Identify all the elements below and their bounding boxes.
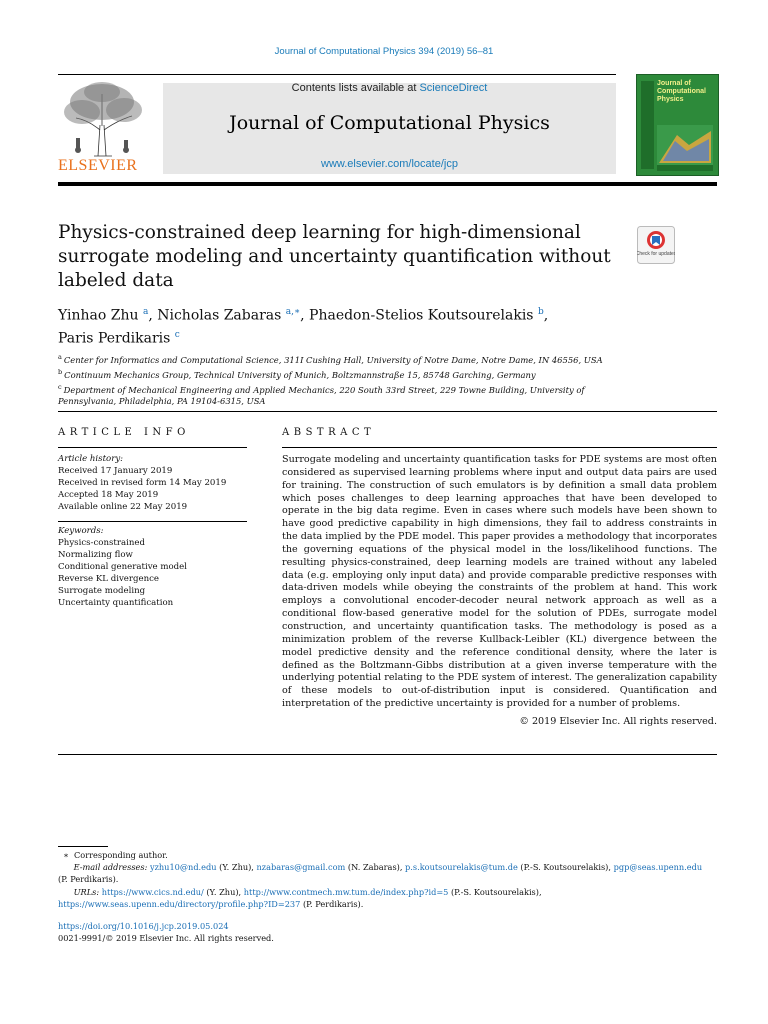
sciencedirect-link[interactable]: ScienceDirect — [419, 82, 488, 94]
author-name: Phaedon-Stelios Koutsourelakis — [309, 307, 534, 324]
history-label: Article history: — [58, 454, 124, 464]
history-item: Accepted 18 May 2019 — [58, 490, 159, 500]
history-item: Available online 22 May 2019 — [58, 502, 188, 512]
email-link[interactable]: p.s.koutsourelakis@tum.de — [405, 862, 518, 873]
header-rule-thick — [58, 182, 717, 186]
header-rule-top — [58, 74, 616, 75]
url-link[interactable]: https://www.seas.upenn.edu/directory/profile.php?ID=237 — [58, 898, 301, 909]
url-link[interactable]: https://www.cics.nd.edu/ — [101, 886, 204, 897]
journal-url-link[interactable]: www.elsevier.com/locate/jcp — [321, 158, 458, 170]
email-note: E-mail addresses: yzhu10@nd.edu (Y. Zhu), nzabaras@gmail.com (N. Zabaras), p.s.koutsourelakis@tum.de (P.-S. Koutsourelakis), pgp@seas.upenn.edu (P. Perdikaris). — [58, 862, 703, 885]
abstract-text: Surrogate modeling and uncertainty quantification tasks for PDE systems are most often considered as supervised learning problems where input and output data pairs are used for training. The construction of such emulators is by definition a small data problem which poses challenges to deep learning approaches that have been developed to operate in the big data regime. Even in cases where such models have been shown to have good predictive capability in high dimensions, they fail to address constraints in the data implied by the PDE model. This paper provides a methodology that incorporates the governing equations of the physical model in the loss/likelihood functions. The resulting physics-constrained, deep learning models are trained without any labeled data (e.g. employing only input data) and provide comparable predictive responses with data-driven models while obeying the constraints of the problem at hand. This work employs a convolutional encoder-decoder neural network approach as well as a conditional flow-based generative model for the solution of PDEs, surrogate model construction, and uncertainty quantification tasks. The methodology is posed as a minimization problem of the reverse Kullback-Leibler (KL) divergence between the model predictive density and the reference conditional density, where the later is defined as the Boltzmann-Gibbs distribution at a given inverse temperature with the underlying potential relating to the PDE system of interest. The generalization capability of these models to out-of-distribution input is considered. Quantification and interpretation of the predictive uncertainty is provided for a number of problems. — [282, 454, 717, 710]
crossmark-label: Check for updates — [637, 251, 675, 257]
contents-prefix: Contents lists available at — [291, 82, 420, 94]
history-item: Received 17 January 2019 — [58, 466, 173, 476]
journal-name: Journal of Computational Physics — [229, 112, 550, 134]
check-for-updates-badge[interactable] — [637, 226, 675, 264]
author-name: Nicholas Zabaras — [157, 307, 282, 324]
keyword-item: Uncertainty quantification — [58, 598, 174, 608]
article-info-rule — [58, 447, 247, 448]
corresponding-note: ∗ Corresponding author. — [63, 850, 168, 860]
footnotes — [58, 849, 718, 910]
url-link[interactable]: http://www.contmech.mw.tum.de/index.php?id=5 — [243, 886, 449, 897]
author-mark[interactable]: a — [142, 307, 149, 317]
abstract-rule — [282, 447, 717, 448]
article-info-heading: ARTICLE INFO — [58, 427, 190, 438]
affiliation-item: $^c$ Department of Mechanical Engineering and Applied Mechanics, 220 South 33rd Street, 229 Towne Building, University of Pennsylvania, Philadelphia, PA 19104-6315, USA — [58, 382, 585, 407]
publisher-name: ELSEVIER — [58, 157, 138, 174]
author-name: Paris Perdikaris — [58, 330, 171, 347]
section-rule — [58, 411, 717, 412]
keyword-item: Normalizing flow — [58, 550, 133, 560]
doi-link[interactable]: https://doi.org/10.1016/j.jcp.2019.05.024 — [58, 921, 229, 931]
contents-line — [163, 82, 616, 94]
keyword-item: Reverse KL divergence — [58, 574, 160, 584]
front-matter-end-rule — [58, 754, 717, 755]
keyword-item: Conditional generative model — [58, 562, 188, 572]
email-link[interactable]: pgp@seas.upenn.edu — [613, 862, 703, 873]
keyword-item: Surrogate modeling — [58, 586, 146, 596]
url-note: URLs: https://www.cics.nd.edu/ (Y. Zhu), http://www.contmech.mw.tum.de/index.php?id=5 (P.-S. Koutsourelakis), https://www.seas.upenn.edu/directory/profile.php?ID=237 (P. Perdikaris). — [58, 886, 542, 909]
author-mark[interactable]: c — [174, 329, 180, 340]
cover-journal-title: Journal of Computational Physics — [657, 80, 706, 103]
abstract-heading: ABSTRACT — [282, 427, 376, 438]
history-item: Received in revised form 14 May 2019 — [58, 478, 227, 488]
affiliations — [58, 351, 618, 407]
keyword-item: Physics-constrained — [58, 538, 145, 548]
author-mark[interactable]: b — [537, 307, 544, 317]
paper-title: Physics-constrained deep learning for high-dimensional surrogate modeling and uncertainty quantification without labeled data — [58, 222, 611, 291]
author-mark[interactable]: a,∗ — [285, 307, 301, 317]
email-link[interactable]: nzabaras@gmail.com — [256, 862, 346, 873]
footnote-rule — [58, 846, 108, 847]
affiliation-item: $^a$ Center for Informatics and Computational Science, 311I Cushing Hall, University of Notre Dame, Notre Dame, IN 46556, USA — [58, 353, 603, 365]
affiliation-item: $^b$ Continuum Mechanics Group, Technical University of Munich, Boltzmannstraße 15, 85748 Garching, Germany — [58, 367, 536, 380]
journal-citation[interactable]: Journal of Computational Physics 394 (2019) 56–81 — [274, 46, 494, 57]
abstract-copyright: © 2019 Elsevier Inc. All rights reserved. — [519, 716, 717, 727]
keywords — [58, 525, 247, 609]
email-link[interactable]: yzhu10@nd.edu — [149, 862, 217, 873]
author-name: Yinhao Zhu — [58, 307, 139, 324]
article-history — [58, 453, 247, 513]
issn-copyright: 0021-9991/© 2019 Elsevier Inc. All rights reserved. — [58, 933, 274, 943]
author-list: Yinhao Zhu $^a$, Nicholas Zabaras $^{a,∗}$, Phaedon-Stelios Koutsourelakis $^b$, Paris Perdikaris $^c$ — [58, 307, 549, 347]
keywords-rule — [58, 521, 247, 522]
keywords-label: Keywords: — [58, 526, 104, 536]
